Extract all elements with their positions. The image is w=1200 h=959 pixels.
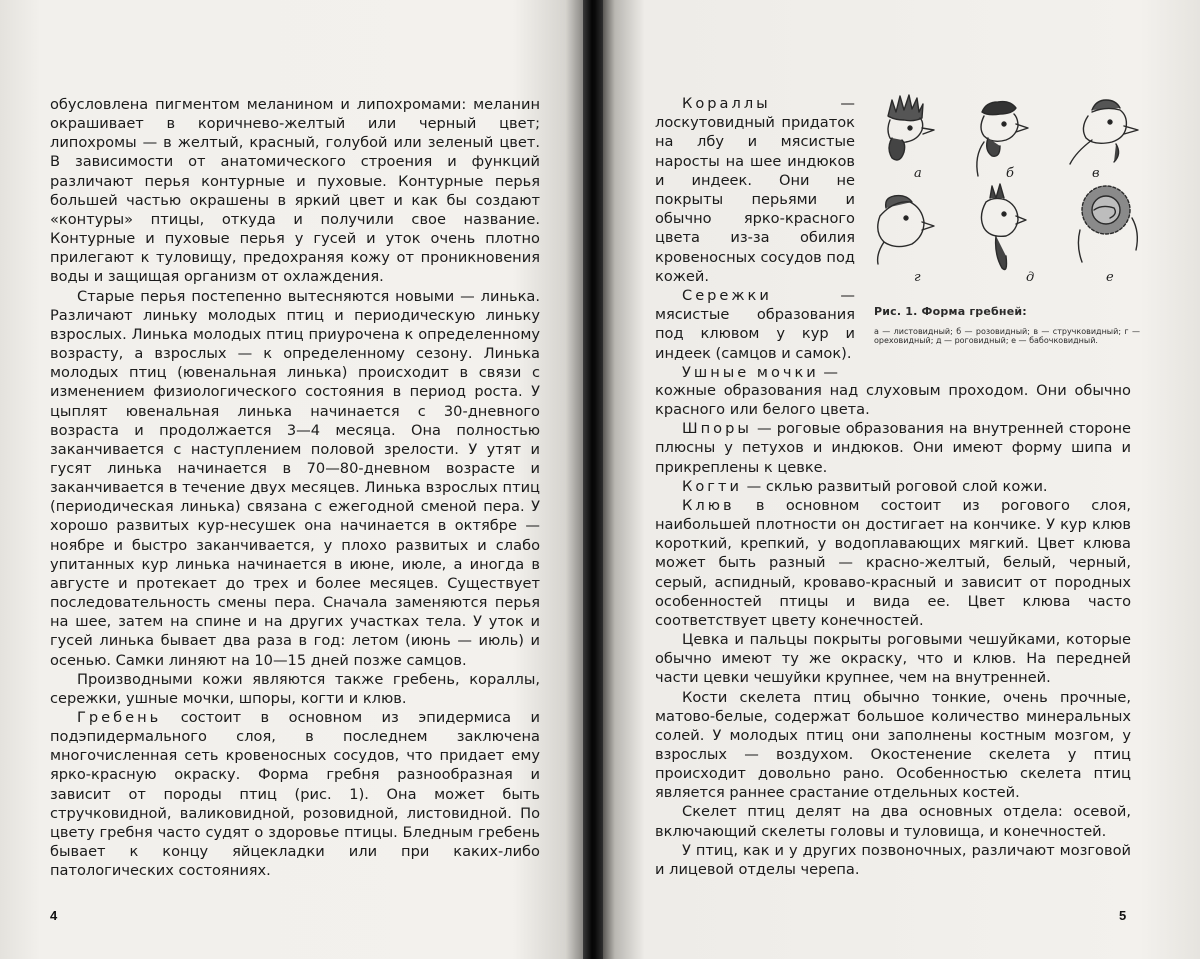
spurs-description: — роговые образования на внутренней стороне плюсны у петухов и индюков. Они имеют форму шипа и прикреплены к цевке. <box>655 420 1131 476</box>
paragraph-earlobes-start <box>655 363 855 382</box>
rooster-head-g-icon <box>878 196 934 264</box>
wattles-description: — мясистые образования под клювом у кур и индеек (самцов и самок). <box>655 287 855 362</box>
figure-letter-a: а <box>914 166 922 181</box>
rooster-head-d-icon <box>981 184 1026 270</box>
paragraph-feather-pigments: обусловлена пигментом меланином и липохромами: меланин окрашивает в коричнево-желтый или черный цвет; липохромы — в желтый, красный, голубой или зеленый цвет. В зависимости от анатомического строения и функций различают перья контурные и пуховые. Контурные перья большей частью окрашены в яркий цвет и как бы создают «контуры» птицы, откуда и получили свое название. Контурные и пуховые перья у гусей и уток очень плотно прилегают к туловищу, предохраняя кожу от проникновения воды и защищая организм от охлаждения. <box>50 96 540 286</box>
left-page-text <box>50 95 540 880</box>
earlobes-dash: — <box>818 363 839 381</box>
rooster-head-e-icon <box>1078 186 1137 262</box>
figure-letter-b: б <box>1006 166 1014 181</box>
claws-description: — склью развитый роговой слой кожи. <box>741 477 1048 495</box>
book-gutter <box>583 0 603 959</box>
beak-description: в основном состоит из рогового слоя, наибольшей плотности он достигает на кончике. У кур клюв короткий, крепкий, у водоплавающих мягкий. Цвет клюва может быть разный — красно-желтый, белый, черный, серый, аспидный, кроваво-красный и зависит от породных особенностей птицы и вида ее. Цвет клюва часто соответствует цвету конечностей. <box>655 496 1131 629</box>
paragraph-bones: Кости скелета птиц обычно тонкие, очень прочные, матово-белые, содержат большое количество минеральных солей. У молодых птиц они заполнены костным мозгом, у взрослых — воздухом. Окостенение скелета у птиц происходит довольно рано. Особенностью скелета птиц является раннее срастание отдельных костей. <box>655 688 1131 802</box>
page-number-right: 5 <box>1119 908 1127 923</box>
right-page-text <box>655 381 1131 879</box>
figure-caption <box>874 305 1140 345</box>
paragraph-skin-derivatives: Производными кожи являются также гребень, кораллы, сережки, ушные мочки, шпоры, когти и клюв. <box>50 670 540 707</box>
paragraph-skeleton-divisions: Скелет птиц делят на два основных отдела: осевой, включающий скелеты головы и туловища, и конечностей. <box>655 803 1131 840</box>
term-wattles: Сережки <box>682 287 772 305</box>
paragraph-earlobes-rest: кожные образования над слуховым проходом. Они обычно красного или белого цвета. <box>655 382 1131 419</box>
rooster-head-v-icon <box>1070 100 1138 164</box>
rooster-head-b-icon <box>977 102 1028 176</box>
term-beak: Клюв <box>682 496 735 514</box>
term-spurs: Шпоры <box>682 420 752 438</box>
paragraph-beak <box>655 496 1131 630</box>
rooster-head-a-icon <box>888 95 934 160</box>
figure-letter-g: г <box>914 270 921 285</box>
figure-letter-e: е <box>1106 270 1114 285</box>
page-number-left: 4 <box>50 908 58 923</box>
comb-drawings <box>866 86 1144 286</box>
term-comb: Гребень <box>77 709 162 726</box>
figure-letter-v: в <box>1092 166 1100 181</box>
term-claws: Когти <box>682 477 742 495</box>
caption-title: Рис. 1. Форма гребней: <box>874 305 1027 318</box>
paragraph-corals <box>655 94 855 286</box>
term-corals: Кораллы <box>682 95 771 112</box>
corals-description: — лоскутовидный придаток на лбу и мясистые наросты на шее индюков и индеек. Они не покрыты перьями и обычно ярко-красного цвета из-за обилия кровеносных сосудов под кожей. <box>655 95 855 285</box>
paragraph-shank: Цевка и пальцы покрыты роговыми чешуйками, которые обычно имеют ту же окраску, что и клюв. На передней части цевки чешуйки крупнее, чем на внутренней. <box>655 631 1131 687</box>
paragraph-spurs <box>655 419 1131 476</box>
figure-letter-d: д <box>1026 270 1035 285</box>
caption-legend: а — листовидный; б — розовидный; в — стручковидный; г — ореховидный; д — роговидный; е — бабочковидный. <box>874 327 1140 345</box>
term-earlobes: Ушные мочки <box>682 363 819 381</box>
paragraph-wattles <box>655 286 855 363</box>
right-page-wrapped-text <box>655 94 855 382</box>
paragraph-skull: У птиц, как и у других позвоночных, различают мозговой и лицевой отделы черепа. <box>655 841 1131 878</box>
paragraph-molting: Старые перья постепенно вытесняются новыми — линька. Различают линьку молодых птиц и периодическую линьку взрослых. Линька молодых птиц приурочена к определенному возрасту, а взрослых — к определенному сезону. Линька молодых птиц (ювенальная линька) происходит в связи с изменением физиологического состояния в период роста. У цыплят ювенальная линька начинается с 30-дневного возраста и продолжается 3—4 месяца. Она полностью заканчивается с наступлением половой зрелости. У утят и гусят линька начинается в 70—80-дневном возрасте и заканчивается в течение двух месяцев. Линька взрослых птиц (периодическая линька) связана с ежегодной сменой пера. У хорошо развитых кур-несушек она начинается в октябре — ноябре и быстро заканчивается, у плохо развитых и слабо упитанных кур линька начинается в июне, июле, а иногда в августе и протекает до трех и более месяцев. Существует последовательность смены пера. Сначала заменяются перья на шее, затем на спине и на других участках тела. У уток и гусей линька бывает два раза в год: летом (июнь — июль) и осенью. Самки линяют на 10—15 дней позже самцов. <box>50 287 540 669</box>
comb-description: состоит в основном из эпидермиса и подэпидермального слоя, в последнем заключена многочисленная сеть кровеносных сосудов, что придает ему ярко-красную окраску. Форма гребня разнообразная и зависит от породы птиц (рис. 1). Она может быть стручковидной, валиковидной, розовидной, листовидной. По цвету гребня часто судят о здоровье птицы. Бледным гребень бывает к концу яйцекладки или при каких-либо патологических состояниях. <box>50 709 540 880</box>
paragraph-comb <box>50 708 540 880</box>
paragraph-claws <box>655 477 1131 496</box>
